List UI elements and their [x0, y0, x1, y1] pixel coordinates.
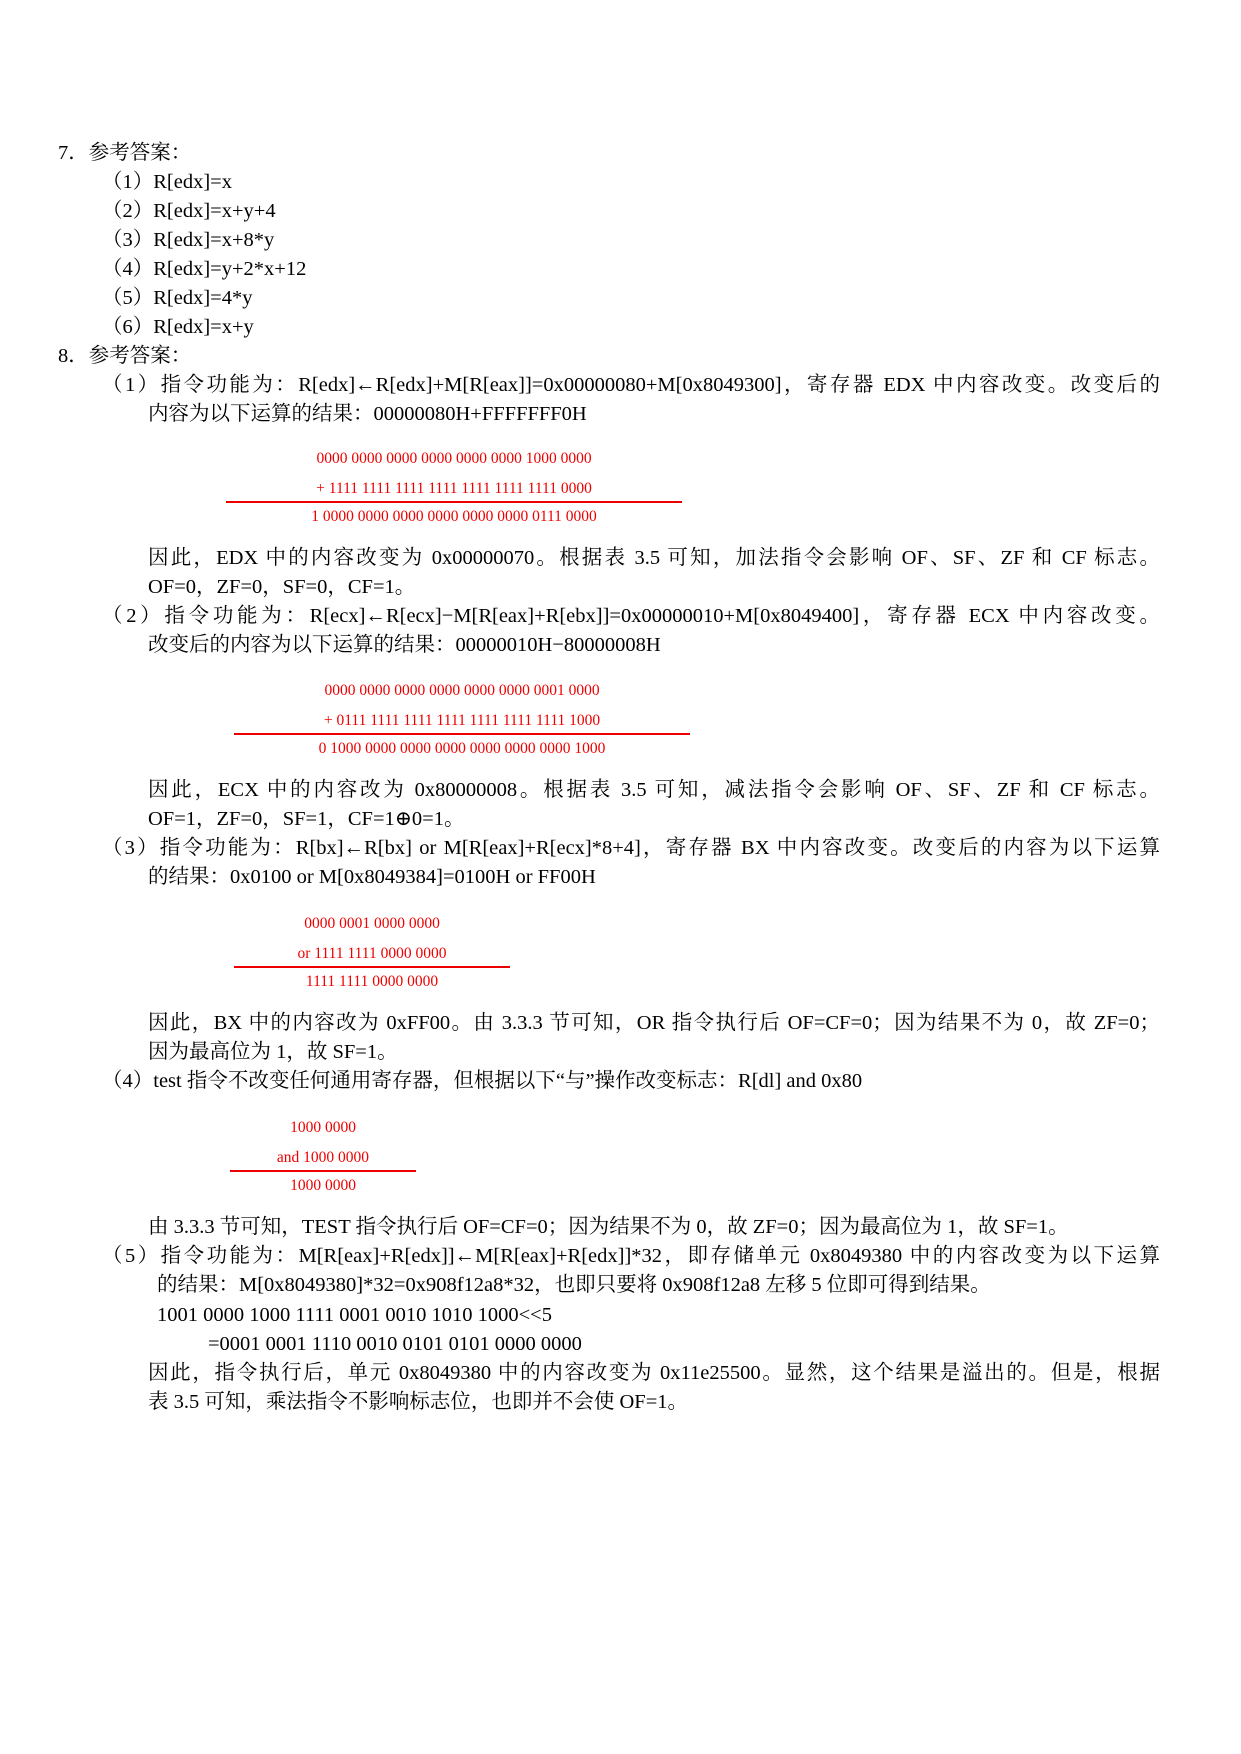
- q8-p3-calc-result: 1111 1111 0000 0000: [305, 973, 439, 990]
- q8-p4-calc-row1: 1000 0000: [290, 1119, 356, 1136]
- q8-p3-after2: 因为最高位为 1，故 SF=1。: [148, 1041, 398, 1063]
- q8-p4-calc-result: 1000 0000: [290, 1177, 356, 1194]
- q8-p1-after2: OF=0，ZF=0，SF=0，CF=1。: [148, 576, 416, 598]
- q7-item-4: （4）R[edx]=y+2*x+12: [102, 258, 307, 280]
- q8-p2-calc-rule: [234, 733, 690, 735]
- q8-p2-calc-row1: 0000 0000 0000 0000 0000 0000 0001 0000: [324, 682, 600, 699]
- q7-item-5: （5）R[edx]=4*y: [102, 287, 253, 309]
- q8-p1-after1: 因此，EDX 中的内容改变为 0x00000070。根据表 3.5 可知，加法指令会影响 OF、SF、ZF 和 CF 标志。: [148, 547, 1160, 569]
- q8-p4-calc-rule: [230, 1170, 416, 1172]
- q8-p1-calc-result: 1 0000 0000 0000 0000 0000 0000 0111 0000: [311, 508, 597, 525]
- q8-p2-after2: OF=1，ZF=0，SF=1，CF=1⊕0=1。: [148, 808, 465, 830]
- q8-p5-shift2: =0001 0001 1110 0010 0101 0101 0000 0000: [208, 1333, 582, 1355]
- q8-p5-after1: 因此，指令执行后，单元 0x8049380 中的内容改变为 0x11e25500。显然，这个结果是溢出的。但是，根据: [148, 1362, 1160, 1384]
- q8-p2-line2: 改变后的内容为以下运算的结果：00000010H−80000008H: [148, 634, 661, 656]
- q8-p3-calc-row1: 0000 0001 0000 0000: [304, 915, 440, 932]
- q8-heading: 8．参考答案：: [58, 345, 192, 367]
- q8-p5-line2: 的结果：M[0x8049380]*32=0x908f12a8*32，也即只要将 0x908f12a8 左移 5 位即可得到结果。: [157, 1274, 991, 1296]
- q8-p1-line2: 内容为以下运算的结果：00000080H+FFFFFFF0H: [148, 403, 587, 425]
- q8-p5-after2: 表 3.5 可知，乘法指令不影响标志位，也即并不会使 OF=1。: [148, 1391, 689, 1413]
- q7-item-3: （3）R[edx]=x+8*y: [102, 229, 275, 251]
- q8-p2-after1: 因此，ECX 中的内容改为 0x80000008。根据表 3.5 可知，减法指令会影响 OF、SF、ZF 和 CF 标志。: [148, 779, 1160, 801]
- q8-p4-line1: （4）test 指令不改变任何通用寄存器，但根据以下“与”操作改变标志：R[dl] and 0x80: [102, 1070, 863, 1092]
- q8-p5-line1: （5）指令功能为：M[R[eax]+R[edx]]←M[R[eax]+R[edx]]*32，即存储单元 0x8049380 中的内容改变为以下运算: [102, 1245, 1160, 1267]
- q8-p1-calc-row2: + 1111 1111 1111 1111 1111 1111 1111 0000: [316, 480, 592, 497]
- q8-p2-calc-row2: + 0111 1111 1111 1111 1111 1111 1111 1000: [323, 712, 601, 729]
- q8-p2-line1: （2）指令功能为：R[ecx]←R[ecx]−M[R[eax]+R[ebx]]=0x00000010+M[0x8049400]，寄存器 ECX 中内容改变。: [102, 605, 1160, 627]
- q8-p5-shift1: 1001 0000 1000 1111 0001 0010 1010 1000<<5: [157, 1304, 552, 1326]
- q7-item-6: （6）R[edx]=x+y: [102, 316, 254, 338]
- q8-p2-calc-result: 0 1000 0000 0000 0000 0000 0000 0000 1000: [318, 740, 606, 757]
- q8-p3-line1: （3）指令功能为：R[bx]←R[bx] or M[R[eax]+R[ecx]*8+4]，寄存器 BX 中内容改变。改变后的内容为以下运算: [102, 837, 1160, 859]
- q8-p3-calc-row2: or 1111 1111 0000 0000: [297, 945, 447, 962]
- q7-item-2: （2）R[edx]=x+y+4: [102, 200, 276, 222]
- q8-p4-calc-row2: and 1000 0000: [276, 1149, 370, 1166]
- q8-p3-line2: 的结果：0x0100 or M[0x8049384]=0100H or FF00H: [148, 866, 596, 888]
- q8-p3-calc-rule: [234, 966, 510, 968]
- q8-p3-after1: 因此，BX 中的内容改为 0xFF00。由 3.3.3 节可知，OR 指令执行后 OF=CF=0；因为结果不为 0，故 ZF=0；: [148, 1012, 1160, 1034]
- q7-heading: 7．参考答案：: [58, 142, 192, 164]
- q8-p4-after1: 由 3.3.3 节可知，TEST 指令执行后 OF=CF=0；因为结果不为 0，故 ZF=0；因为最高位为 1，故 SF=1。: [148, 1216, 1069, 1238]
- q8-p1-calc-row1: 0000 0000 0000 0000 0000 0000 1000 0000: [316, 450, 592, 467]
- q8-p1-calc-rule: [226, 501, 682, 503]
- q8-p1-line1: （1）指令功能为：R[edx]←R[edx]+M[R[eax]]=0x00000080+M[0x8049300]，寄存器 EDX 中内容改变。改变后的: [102, 374, 1160, 396]
- q7-item-1: （1）R[edx]=x: [102, 171, 232, 193]
